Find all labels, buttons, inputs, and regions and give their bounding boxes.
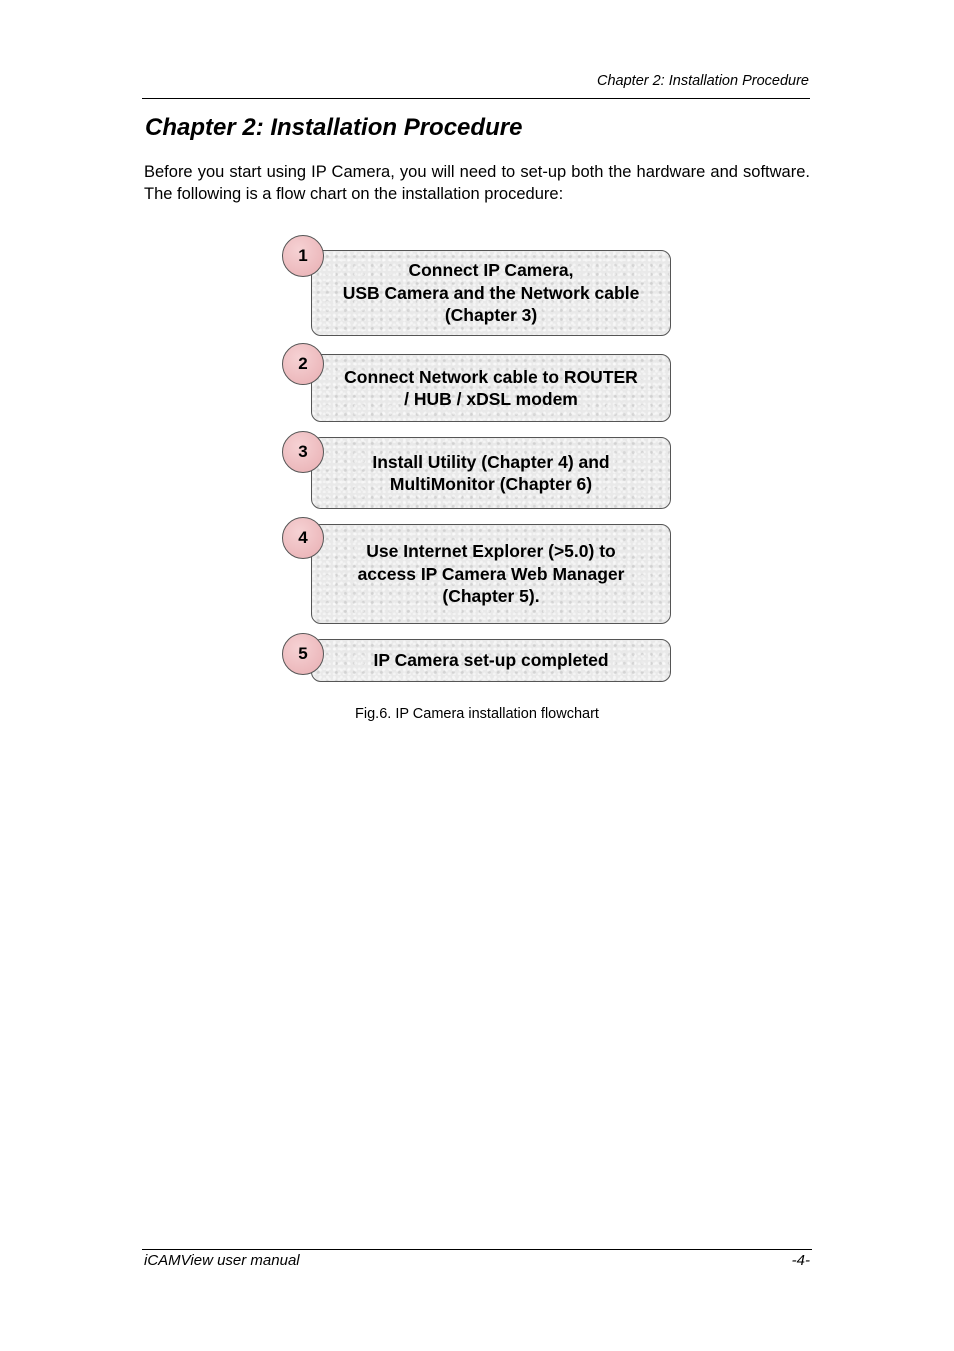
step-text-2: Connect Network cable to ROUTER / HUB / xDSL modem xyxy=(344,366,638,409)
step-text-1: Connect IP Camera, USB Camera and the Network cable (Chapter 3) xyxy=(342,260,640,326)
step-badge-3: 3 xyxy=(282,431,324,473)
step-box-4 xyxy=(311,524,671,624)
step-badge-2: 2 xyxy=(282,343,324,385)
page-number: -4- xyxy=(791,1252,810,1269)
footer-manual-name: iCAMView user manual xyxy=(144,1252,300,1269)
step-box-3 xyxy=(311,437,671,509)
step-text-5: IP Camera set-up completed xyxy=(373,650,609,671)
step-box-1 xyxy=(311,250,671,336)
chapter-title: Chapter 2: Installation Procedure xyxy=(145,114,523,141)
step-box-2 xyxy=(311,354,671,422)
step-text-4: Use Internet Explorer (>5.0) to access IP Camera Web Manager (Chapter 5). xyxy=(357,541,625,607)
footer-rule xyxy=(142,1249,812,1250)
running-head: Chapter 2: Installation Procedure xyxy=(597,73,809,89)
step-badge-5: 5 xyxy=(282,633,324,675)
step-badge-4: 4 xyxy=(282,517,324,559)
intro-paragraph: Before you start using IP Camera, you will need to set-up both the hardware and software. The following is a flow chart on the installation procedure: xyxy=(144,163,810,203)
step-text-3: Install Utility (Chapter 4) and MultiMonitor (Chapter 6) xyxy=(372,451,610,494)
figure-caption: Fig.6. IP Camera installation flowchart xyxy=(355,706,599,722)
step-box-5 xyxy=(311,639,671,682)
step-badge-1: 1 xyxy=(282,235,324,277)
